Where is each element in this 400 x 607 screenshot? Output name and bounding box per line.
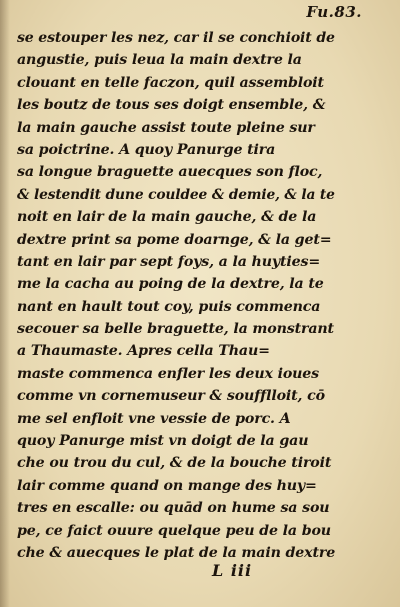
text-line: nant en hault tout coy, puis commenca <box>17 298 321 315</box>
text-line: angustie, puis leua la main dextre la <box>17 52 302 69</box>
text-line: tres en escalle: ou quād on hume sa sou <box>17 500 330 517</box>
text-line: lair comme quand on mange des huy= <box>17 477 317 494</box>
text-line: maste commenca enfler les deux ioues <box>17 365 320 382</box>
text-line: se estouper les nez, car il se conchioit de <box>17 30 335 46</box>
text-line: tant en lair par sept foys, a la huyties= <box>17 253 321 270</box>
text-line: che ou trou du cul, & de la bouche tiroit <box>17 455 332 472</box>
text-line: sa longue braguette auecques son floc, <box>17 164 323 181</box>
text-line: clouant en telle faczon, quil assembloit <box>17 74 324 91</box>
text-line: me la cacha au poing de la dextre, la te <box>17 276 324 293</box>
text-line: & lestendit dune couldee & demie, & la te <box>17 186 335 203</box>
text-line: quoy Panurge mist vn doigt de la gau <box>17 433 309 450</box>
text-line: pe, ce faict ouure quelque peu de la bou <box>17 522 331 539</box>
text-line: dextre print sa pome doarnge, & la get= <box>17 231 332 248</box>
text-line: sa poictrine. A quoy Panurge tira <box>17 141 276 158</box>
text-line: noit en lair de la main gauche, & de la <box>17 209 317 226</box>
gutter-shadow <box>0 0 10 607</box>
text-line: che & auecques le plat de la main dextre <box>17 544 336 561</box>
text-line: me sel enfloit vne vessie de porc. A <box>17 410 291 427</box>
text-block <box>17 27 335 564</box>
text-line: la main gauche assist toute pleine sur <box>17 119 315 136</box>
text-line: comme vn cornemuseur & soufflloit, cō <box>17 388 325 405</box>
text-line: les boutz de tous ses doigt ensemble, & <box>17 97 326 114</box>
text-line: a Thaumaste. Apres cella Thau= <box>17 343 270 360</box>
text-line: secouer sa belle braguette, la monstrant <box>17 321 334 338</box>
signature-mark: L iii <box>212 561 253 580</box>
folio-number: Fu.83. <box>306 3 362 21</box>
